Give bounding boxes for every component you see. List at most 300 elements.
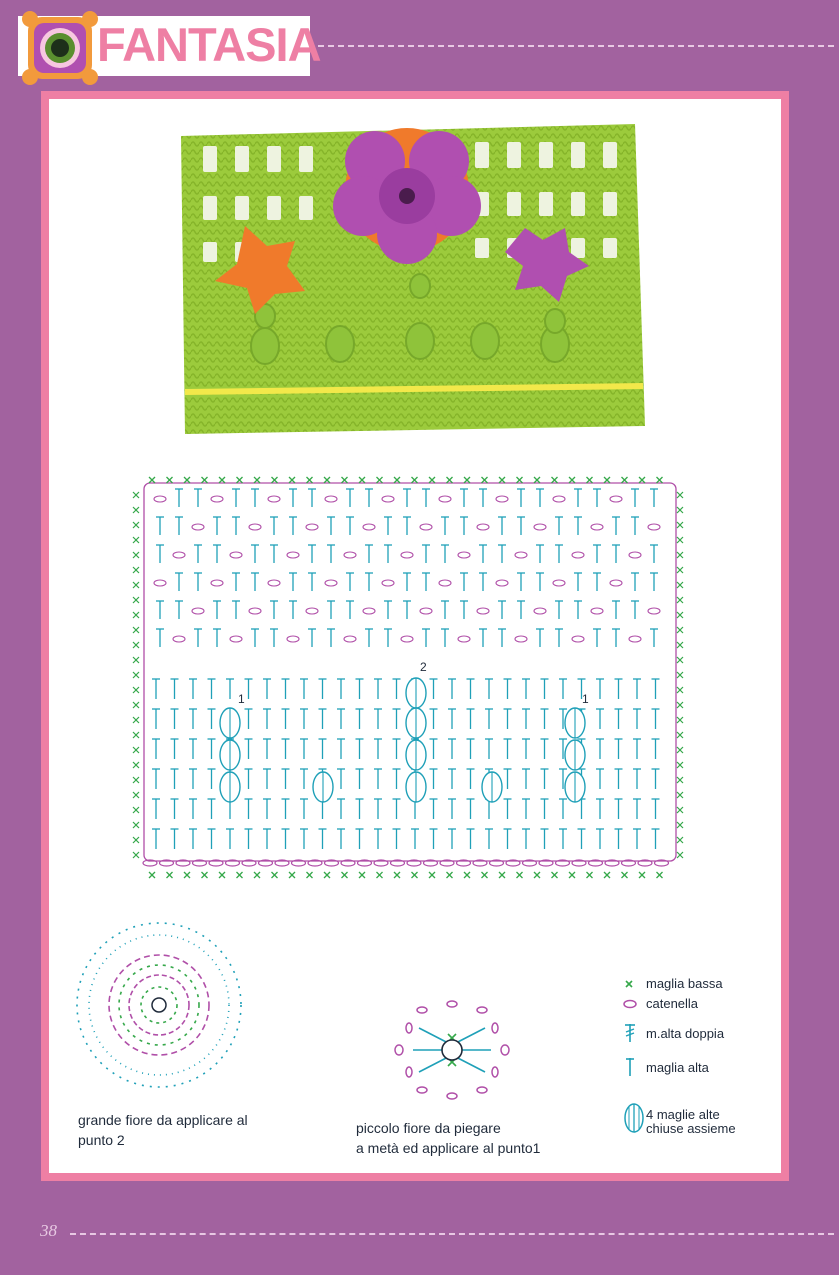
chart-treble — [282, 739, 290, 759]
chart-treble — [393, 829, 401, 849]
chart-treble — [612, 601, 620, 619]
chart-single-crochet — [499, 872, 505, 878]
chart-chain — [591, 524, 603, 530]
chart-chain — [439, 580, 451, 586]
small-flower-diagram — [385, 990, 520, 1108]
chart-treble — [300, 769, 308, 789]
chart-treble — [356, 709, 364, 729]
chart-treble — [430, 679, 438, 699]
chart-chain — [344, 636, 356, 642]
chart-single-crochet — [464, 477, 470, 483]
chart-chain — [648, 524, 660, 530]
chart-chain — [382, 496, 394, 502]
chart-single-crochet — [342, 872, 348, 878]
chart-treble — [245, 799, 253, 819]
chain-oval-icon — [620, 995, 646, 1015]
chart-treble — [308, 573, 316, 591]
chart-single-crochet — [587, 872, 593, 878]
chart-treble — [485, 709, 493, 729]
chart-treble — [289, 573, 297, 591]
chart-treble — [194, 629, 202, 647]
chart-treble — [156, 601, 164, 619]
chart-single-crochet — [569, 477, 575, 483]
chart-treble — [346, 517, 354, 535]
chart-single-crochet — [677, 837, 683, 843]
legend-label-cluster-line2: chiuse assieme — [646, 1121, 736, 1136]
chart-treble — [504, 709, 512, 729]
chart-treble — [189, 679, 197, 699]
chart-treble — [384, 601, 392, 619]
chart-single-crochet — [219, 872, 225, 878]
chart-single-crochet — [133, 627, 139, 633]
chart-treble — [536, 629, 544, 647]
chart-chain — [610, 580, 622, 586]
chart-treble — [300, 739, 308, 759]
chart-treble — [194, 489, 202, 507]
chart-treble — [517, 489, 525, 507]
chart-single-crochet — [622, 477, 628, 483]
chart-single-crochet — [237, 477, 243, 483]
chart-treble — [467, 709, 475, 729]
chart-treble — [308, 629, 316, 647]
chart-single-crochet — [324, 872, 330, 878]
chart-treble — [282, 799, 290, 819]
chart-treble — [337, 799, 345, 819]
chart-treble — [251, 545, 259, 563]
chart-treble — [171, 799, 179, 819]
chart-chain — [287, 636, 299, 642]
chart-single-crochet — [639, 477, 645, 483]
chart-single-crochet — [133, 567, 139, 573]
chart-treble — [559, 679, 567, 699]
chart-single-crochet — [272, 477, 278, 483]
chart-treble — [504, 679, 512, 699]
chart-treble — [555, 517, 563, 535]
chart-single-crochet — [289, 872, 295, 878]
chart-treble — [189, 709, 197, 729]
chart-treble — [213, 545, 221, 563]
chart-treble — [346, 489, 354, 507]
stitch-legend — [620, 975, 790, 1145]
chart-treble — [498, 545, 506, 563]
chart-single-crochet — [587, 477, 593, 483]
chart-single-crochet — [639, 872, 645, 878]
chart-treble — [541, 709, 549, 729]
chart-treble — [156, 545, 164, 563]
chart-treble — [337, 769, 345, 789]
chart-chain — [268, 580, 280, 586]
chart-treble — [232, 601, 240, 619]
chart-treble — [504, 799, 512, 819]
chart-treble — [460, 517, 468, 535]
chart-treble — [652, 829, 660, 849]
chart-single-crochet — [657, 477, 663, 483]
page-title: FANTASIA — [97, 18, 321, 71]
chart-treble — [232, 573, 240, 591]
chart-treble — [346, 601, 354, 619]
chart-single-crochet — [677, 492, 683, 498]
chart-treble — [208, 679, 216, 699]
chart-single-crochet — [133, 852, 139, 858]
chart-single-crochet — [202, 872, 208, 878]
chart-treble — [615, 799, 623, 819]
chart-single-crochet — [677, 702, 683, 708]
chart-treble — [498, 601, 506, 619]
chart-single-crochet — [677, 672, 683, 678]
chart-chain — [420, 608, 432, 614]
chart-treble — [171, 829, 179, 849]
chart-treble — [189, 739, 197, 759]
chart-treble — [652, 799, 660, 819]
chart-treble — [189, 799, 197, 819]
chart-chain — [363, 524, 375, 530]
chart-treble — [633, 829, 641, 849]
chart-treble — [208, 829, 216, 849]
chart-treble — [393, 769, 401, 789]
chart-single-crochet — [677, 642, 683, 648]
chart-treble — [374, 739, 382, 759]
chart-single-crochet — [133, 612, 139, 618]
chart-single-crochet — [237, 872, 243, 878]
chart-treble — [189, 769, 197, 789]
chart-single-crochet — [254, 872, 260, 878]
chart-treble — [448, 679, 456, 699]
chart-treble — [467, 769, 475, 789]
chart-chain — [572, 636, 584, 642]
chart-treble — [448, 709, 456, 729]
small-flower-caption-line2: a metà ed applicare al punto1 — [356, 1140, 541, 1156]
chart-single-crochet — [394, 872, 400, 878]
chart-treble — [652, 769, 660, 789]
chart-treble — [337, 679, 345, 699]
chart-treble — [356, 829, 364, 849]
chart-treble — [356, 769, 364, 789]
chart-single-crochet — [359, 872, 365, 878]
chart-treble — [308, 545, 316, 563]
chart-treble — [541, 829, 549, 849]
chart-chain — [306, 524, 318, 530]
chart-treble — [541, 769, 549, 789]
chart-single-crochet — [149, 477, 155, 483]
chart-treble — [430, 799, 438, 819]
chart-single-crochet — [167, 477, 173, 483]
big-flower-diagram — [66, 915, 252, 1095]
chart-chain — [382, 580, 394, 586]
small-flower-caption-line1: piccolo fiore da piegare — [356, 1120, 501, 1136]
crochet-swatch-photo — [175, 116, 650, 441]
chart-chain — [230, 552, 242, 558]
chart-chain — [325, 496, 337, 502]
chart-single-crochet — [429, 872, 435, 878]
chart-treble — [251, 629, 259, 647]
chart-single-crochet — [552, 477, 558, 483]
chart-treble — [270, 601, 278, 619]
chart-single-crochet — [377, 872, 383, 878]
chart-treble — [346, 573, 354, 591]
chart-treble — [356, 679, 364, 699]
chart-chain — [496, 496, 508, 502]
chart-treble — [633, 739, 641, 759]
chart-treble — [441, 545, 449, 563]
chart-treble — [319, 679, 327, 699]
chart-treble — [504, 769, 512, 789]
chart-single-crochet — [677, 552, 683, 558]
chart-treble — [232, 489, 240, 507]
chart-single-crochet — [133, 717, 139, 723]
chart-single-crochet — [133, 597, 139, 603]
chart-treble — [374, 799, 382, 819]
chart-chain — [287, 552, 299, 558]
chart-chain — [629, 552, 641, 558]
chart-single-crochet — [342, 477, 348, 483]
chart-treble — [631, 601, 639, 619]
footer-dashed-rule — [70, 1233, 834, 1235]
chart-single-crochet — [677, 522, 683, 528]
chart-treble — [263, 799, 271, 819]
chart-treble — [282, 679, 290, 699]
chart-treble — [171, 709, 179, 729]
chart-treble — [356, 799, 364, 819]
chart-chain — [192, 608, 204, 614]
chart-treble — [171, 769, 179, 789]
chart-single-crochet — [447, 872, 453, 878]
chart-treble — [171, 679, 179, 699]
chart-treble — [448, 739, 456, 759]
chart-single-crochet — [167, 872, 173, 878]
chart-chain — [401, 636, 413, 642]
chart-single-crochet — [133, 657, 139, 663]
chart-treble — [282, 829, 290, 849]
chart-chain — [211, 580, 223, 586]
chart-chain — [420, 524, 432, 530]
chart-treble — [213, 629, 221, 647]
chart-chain — [306, 608, 318, 614]
chart-treble — [232, 517, 240, 535]
chart-treble — [156, 629, 164, 647]
chart-treble — [460, 573, 468, 591]
chart-chain — [325, 580, 337, 586]
chart-single-crochet — [377, 477, 383, 483]
chart-treble — [374, 679, 382, 699]
chart-single-crochet — [133, 522, 139, 528]
chart-treble — [522, 679, 530, 699]
chart-treble — [319, 829, 327, 849]
chart-single-crochet — [517, 872, 523, 878]
big-flower-caption-line2: punto 2 — [78, 1132, 125, 1148]
chart-single-crochet — [677, 762, 683, 768]
chart-treble — [615, 769, 623, 789]
chart-chain — [173, 636, 185, 642]
chart-treble — [300, 799, 308, 819]
chart-treble — [650, 489, 658, 507]
chart-single-crochet — [677, 612, 683, 618]
chart-single-crochet — [133, 537, 139, 543]
chart-treble — [536, 573, 544, 591]
chart-treble — [171, 739, 179, 759]
crochet-square-motif-icon — [20, 9, 100, 87]
chart-single-crochet — [482, 477, 488, 483]
chart-treble — [615, 829, 623, 849]
chart-treble — [194, 545, 202, 563]
chart-treble — [596, 739, 604, 759]
chart-single-crochet — [307, 477, 313, 483]
legend-label-m-alta-doppia: m.alta doppia — [646, 1026, 725, 1041]
chart-treble — [245, 829, 253, 849]
chart-treble — [574, 489, 582, 507]
chart-treble — [365, 545, 373, 563]
chart-single-crochet — [622, 872, 628, 878]
chart-treble — [498, 517, 506, 535]
chart-chain — [458, 552, 470, 558]
chart-treble — [411, 829, 419, 849]
chart-treble — [245, 679, 253, 699]
chart-chain — [344, 552, 356, 558]
chart-treble — [356, 739, 364, 759]
chart-treble — [422, 573, 430, 591]
chart-treble — [593, 573, 601, 591]
chart-single-crochet — [677, 732, 683, 738]
big-flower-caption — [78, 1110, 248, 1150]
crochet-chart — [120, 465, 695, 895]
chart-treble — [208, 709, 216, 729]
chart-single-crochet — [133, 837, 139, 843]
chart-treble — [479, 489, 487, 507]
chart-treble — [578, 799, 586, 819]
chart-treble — [633, 769, 641, 789]
chart-chain — [230, 636, 242, 642]
chart-single-crochet — [133, 672, 139, 678]
chart-treble — [365, 489, 373, 507]
chart-treble — [393, 739, 401, 759]
treble-icon — [620, 1057, 646, 1077]
chart-treble — [245, 709, 253, 729]
chart-treble — [337, 739, 345, 759]
chart-treble — [652, 739, 660, 759]
chart-treble — [615, 679, 623, 699]
chart-single-crochet — [307, 872, 313, 878]
chart-chain — [572, 552, 584, 558]
chart-chain — [553, 580, 565, 586]
chart-treble — [467, 679, 475, 699]
cluster-icon — [620, 1101, 646, 1137]
chart-chain — [534, 608, 546, 614]
chart-single-crochet — [677, 747, 683, 753]
chart-chain — [268, 496, 280, 502]
chart-treble — [270, 629, 278, 647]
chart-single-crochet — [184, 477, 190, 483]
chart-treble — [541, 739, 549, 759]
chart-single-crochet — [412, 872, 418, 878]
chart-treble — [448, 829, 456, 849]
chart-single-crochet — [677, 687, 683, 693]
chart-treble — [270, 517, 278, 535]
chart-chain — [515, 636, 527, 642]
chart-treble — [633, 709, 641, 729]
chart-treble — [175, 601, 183, 619]
chart-treble — [152, 799, 160, 819]
chart-treble — [403, 517, 411, 535]
chart-treble — [152, 679, 160, 699]
chart-treble — [393, 799, 401, 819]
chart-treble — [522, 739, 530, 759]
chart-single-crochet — [677, 807, 683, 813]
chart-treble — [384, 517, 392, 535]
legend-label-catenella: catenella — [646, 996, 699, 1011]
chart-treble — [422, 545, 430, 563]
chart-treble — [441, 629, 449, 647]
chart-treble — [337, 829, 345, 849]
chart-treble — [263, 829, 271, 849]
chart-treble — [430, 739, 438, 759]
page-number: 38 — [40, 1221, 57, 1240]
chart-chain — [249, 608, 261, 614]
chart-treble — [517, 573, 525, 591]
chart-single-crochet — [133, 642, 139, 648]
chart-single-crochet — [677, 582, 683, 588]
chart-single-crochet — [447, 477, 453, 483]
chart-marker-1: 1 — [238, 692, 245, 706]
chart-treble — [631, 517, 639, 535]
chart-treble — [615, 739, 623, 759]
chart-treble — [289, 489, 297, 507]
chart-marker-2: 2 — [420, 660, 427, 674]
chart-treble — [393, 679, 401, 699]
chart-treble — [213, 601, 221, 619]
chart-single-crochet — [133, 687, 139, 693]
chart-single-crochet — [133, 552, 139, 558]
chart-chain — [553, 496, 565, 502]
chart-treble — [541, 679, 549, 699]
chart-single-crochet — [569, 872, 575, 878]
chart-single-crochet — [677, 537, 683, 543]
chart-treble — [559, 799, 567, 819]
chart-chain — [458, 636, 470, 642]
chart-treble — [263, 679, 271, 699]
chart-single-crochet — [677, 657, 683, 663]
chart-treble — [226, 829, 234, 849]
chart-treble — [479, 573, 487, 591]
chart-treble — [460, 601, 468, 619]
chart-single-crochet — [149, 872, 155, 878]
chart-single-crochet — [272, 872, 278, 878]
chart-single-crochet — [677, 852, 683, 858]
chart-single-crochet — [534, 477, 540, 483]
chart-treble — [430, 829, 438, 849]
chart-treble — [485, 739, 493, 759]
chart-single-crochet — [657, 872, 663, 878]
legend-label-cluster-line1: 4 maglie alte — [646, 1107, 720, 1122]
chart-treble — [596, 769, 604, 789]
chart-chain — [534, 524, 546, 530]
chart-treble — [403, 601, 411, 619]
chart-chain — [515, 552, 527, 558]
chart-treble — [365, 629, 373, 647]
chart-treble — [403, 489, 411, 507]
chart-treble — [208, 769, 216, 789]
chart-treble — [263, 709, 271, 729]
chart-treble — [517, 601, 525, 619]
chart-single-crochet — [133, 807, 139, 813]
chart-treble — [536, 545, 544, 563]
chart-treble — [319, 709, 327, 729]
chart-treble — [327, 629, 335, 647]
chart-treble — [522, 709, 530, 729]
chart-treble — [289, 517, 297, 535]
chart-treble — [384, 545, 392, 563]
x-stitch-icon — [620, 975, 646, 995]
chart-single-crochet — [133, 732, 139, 738]
chart-treble — [631, 573, 639, 591]
